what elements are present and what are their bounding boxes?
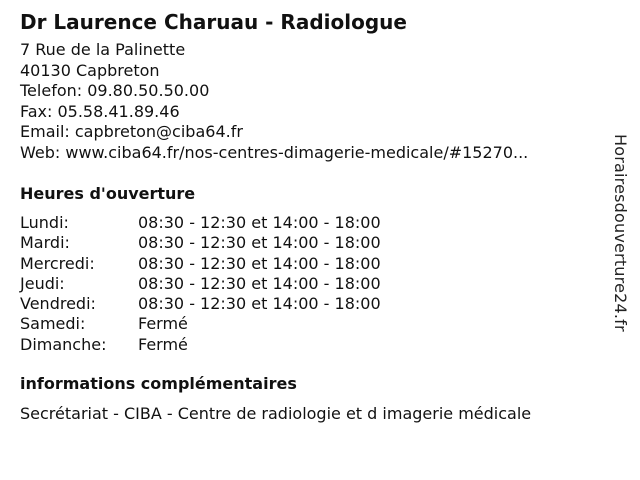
day-label: Mardi:: [20, 233, 70, 253]
time-value: 08:30 - 12:30 et 14:00 - 18:00: [138, 253, 381, 273]
address-city: 40130 Capbreton: [20, 60, 160, 80]
address-street: 7 Rue de la Palinette: [20, 40, 186, 59]
hours-row-wednesday: [20, 254, 381, 274]
time-value: 08:30 - 12:30 et 14:00 - 18:00: [138, 273, 381, 293]
time-value: 08:30 - 12:30 et 14:00 - 18:00: [138, 294, 381, 314]
hours-list: [20, 213, 381, 355]
hours-row-thursday: [20, 274, 381, 294]
hours-row-monday: [20, 213, 381, 233]
hours-row-sunday: [20, 335, 381, 355]
time-value: 08:30 - 12:30 et 14:00 - 18:00: [138, 233, 381, 253]
day-label: Dimanche:: [20, 334, 107, 354]
website-link[interactable]: Web: www.ciba64.fr/nos-centres-dimagerie-medicale/#15270...: [20, 142, 529, 162]
fax-number: Fax: 05.58.41.89.46: [20, 101, 180, 121]
hours-row-friday: [20, 294, 381, 314]
hours-row-saturday: [20, 314, 381, 334]
email-address[interactable]: Email: capbreton@ciba64.fr: [20, 122, 243, 141]
hours-section-title: Heures d'ouverture: [20, 184, 196, 203]
time-value: Fermé: [138, 314, 188, 334]
business-card: [20, 8, 600, 163]
phone-number[interactable]: Telefon: 09.80.50.50.00: [20, 81, 210, 100]
day-label: Mercredi:: [20, 253, 95, 273]
day-label: Lundi:: [20, 213, 69, 232]
time-value: Fermé: [138, 334, 188, 354]
time-value: 08:30 - 12:30 et 14:00 - 18:00: [138, 213, 381, 232]
day-label: Vendredi:: [20, 294, 96, 314]
extra-info-title: informations complémentaires: [20, 374, 297, 393]
watermark-text: Horairesdouverture24.fr: [611, 134, 630, 332]
day-label: Jeudi:: [20, 273, 65, 293]
extra-info-text: Secrétariat - CIBA - Centre de radiologie et d imagerie médicale: [20, 404, 532, 423]
hours-row-tuesday: [20, 233, 381, 253]
page-title: Dr Laurence Charuau - Radiologue: [20, 10, 407, 34]
site-watermark: [610, 134, 630, 374]
day-label: Samedi:: [20, 314, 86, 334]
